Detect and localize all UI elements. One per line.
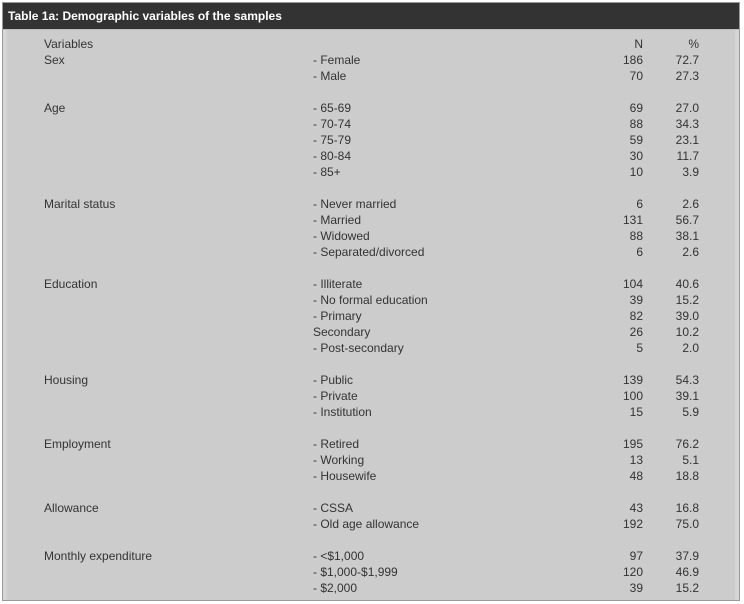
percent-value: 34.3	[675, 117, 699, 131]
count-value: 15	[629, 405, 643, 419]
table-row	[7, 580, 735, 596]
category-label: - Female	[313, 53, 361, 67]
count-value: 195	[622, 437, 643, 451]
count-value: 6	[636, 197, 643, 211]
percent-value: 38.1	[675, 229, 699, 243]
variable-name: Sex	[44, 53, 65, 67]
header-percent: %	[688, 37, 699, 51]
category-label: - Private	[313, 389, 358, 403]
percent-value: 56.7	[675, 213, 699, 227]
percent-value: 2.6	[682, 197, 699, 211]
table-body	[7, 30, 735, 600]
table-row	[7, 452, 735, 468]
percent-value: 3.9	[682, 165, 699, 179]
percent-value: 75.0	[675, 517, 699, 531]
percent-value: 40.6	[675, 277, 699, 291]
table-row	[7, 292, 735, 308]
table-row	[7, 116, 735, 132]
category-label: - Post-secondary	[313, 341, 404, 355]
count-value: 30	[629, 149, 643, 163]
percent-value: 76.2	[675, 437, 699, 451]
count-value: 186	[622, 53, 643, 67]
variable-name: Employment	[44, 437, 111, 451]
count-value: 192	[622, 517, 643, 531]
count-value: 88	[629, 229, 643, 243]
percent-value: 15.2	[675, 581, 699, 595]
table-row	[7, 68, 735, 84]
percent-value: 27.3	[675, 69, 699, 83]
percent-value: 10.2	[675, 325, 699, 339]
table-row	[7, 548, 735, 564]
count-value: 5	[636, 341, 643, 355]
count-value: 69	[629, 101, 643, 115]
count-value: 70	[629, 69, 643, 83]
count-value: 139	[622, 373, 643, 387]
table-row	[7, 164, 735, 180]
percent-value: 2.0	[682, 341, 699, 355]
percent-value: 46.9	[675, 565, 699, 579]
count-value: 43	[629, 501, 643, 515]
variable-name: Marital status	[44, 197, 116, 211]
category-label: - Housewife	[313, 469, 377, 483]
table-row	[7, 132, 735, 148]
table-title: Table 1a: Demographic variables of the samples	[3, 3, 739, 30]
table-row	[7, 436, 735, 452]
count-value: 39	[629, 581, 643, 595]
percent-value: 39.0	[675, 309, 699, 323]
count-value: 10	[629, 165, 643, 179]
table-row	[7, 500, 735, 516]
category-label: - Widowed	[313, 229, 370, 243]
table-row	[7, 564, 735, 580]
table-row	[7, 212, 735, 228]
count-value: 13	[629, 453, 643, 467]
category-label: - Public	[313, 373, 354, 387]
category-label: - $2,000	[313, 581, 358, 595]
percent-value: 18.8	[675, 469, 699, 483]
category-label: Secondary	[313, 325, 371, 339]
category-label: - Old age allowance	[313, 517, 420, 531]
category-label: - 75-79	[313, 133, 352, 147]
category-label: - Never married	[313, 197, 397, 211]
variable-name: Housing	[44, 373, 89, 387]
table-row	[7, 196, 735, 212]
count-value: 6	[636, 245, 643, 259]
percent-value: 5.9	[682, 405, 699, 419]
table-row	[7, 100, 735, 116]
category-label: - 85+	[313, 165, 341, 179]
table-row	[7, 148, 735, 164]
table-row	[7, 324, 735, 340]
count-value: 100	[622, 389, 643, 403]
percent-value: 54.3	[675, 373, 699, 387]
category-label: - Male	[313, 69, 347, 83]
count-value: 82	[629, 309, 643, 323]
table-frame	[2, 2, 740, 601]
percent-value: 72.7	[675, 53, 699, 67]
percent-value: 11.7	[676, 149, 699, 163]
category-label: - Illiterate	[313, 277, 363, 291]
table-row	[7, 228, 735, 244]
category-label: - Institution	[313, 405, 372, 419]
count-value: 39	[629, 293, 643, 307]
percent-value: 23.1	[675, 133, 699, 147]
percent-value: 15.2	[675, 293, 699, 307]
category-label: - No formal education	[313, 293, 428, 307]
category-label: - Primary	[313, 309, 362, 323]
variable-name: Age	[44, 101, 66, 115]
category-label: - Separated/divorced	[313, 245, 425, 259]
percent-value: 16.8	[675, 501, 699, 515]
table-row	[7, 516, 735, 532]
category-label: - $1,000-$1,999	[313, 565, 398, 579]
count-value: 88	[629, 117, 643, 131]
category-label: - CSSA	[313, 501, 354, 515]
category-label: - <$1,000	[313, 549, 365, 563]
variable-name: Monthly expenditure	[44, 549, 153, 563]
category-label: - Retired	[313, 437, 360, 451]
header-row	[7, 36, 735, 52]
table-row	[7, 388, 735, 404]
table-row	[7, 244, 735, 260]
variable-name: Allowance	[44, 501, 99, 515]
category-label: - Married	[313, 213, 362, 227]
category-label: - Working	[313, 453, 365, 467]
table-row	[7, 52, 735, 68]
count-value: 120	[622, 565, 643, 579]
table-row	[7, 308, 735, 324]
count-value: 131	[622, 213, 643, 227]
table-row	[7, 372, 735, 388]
count-value: 59	[629, 133, 643, 147]
percent-value: 39.1	[675, 389, 699, 403]
category-label: - 80-84	[313, 149, 352, 163]
table-row	[7, 276, 735, 292]
table-row	[7, 340, 735, 356]
count-value: 48	[629, 469, 643, 483]
count-value: 104	[622, 277, 643, 291]
percent-value: 2.6	[682, 245, 699, 259]
header-n: N	[634, 37, 643, 51]
percent-value: 27.0	[675, 101, 699, 115]
variable-name: Education	[44, 277, 98, 291]
count-value: 26	[629, 325, 643, 339]
header-variables: Variables	[44, 37, 94, 51]
percent-value: 5.1	[682, 453, 699, 467]
table-row	[7, 468, 735, 484]
count-value: 97	[629, 549, 643, 563]
percent-value: 37.9	[675, 549, 699, 563]
table-row	[7, 404, 735, 420]
category-label: - 65-69	[313, 101, 352, 115]
category-label: - 70-74	[313, 117, 352, 131]
